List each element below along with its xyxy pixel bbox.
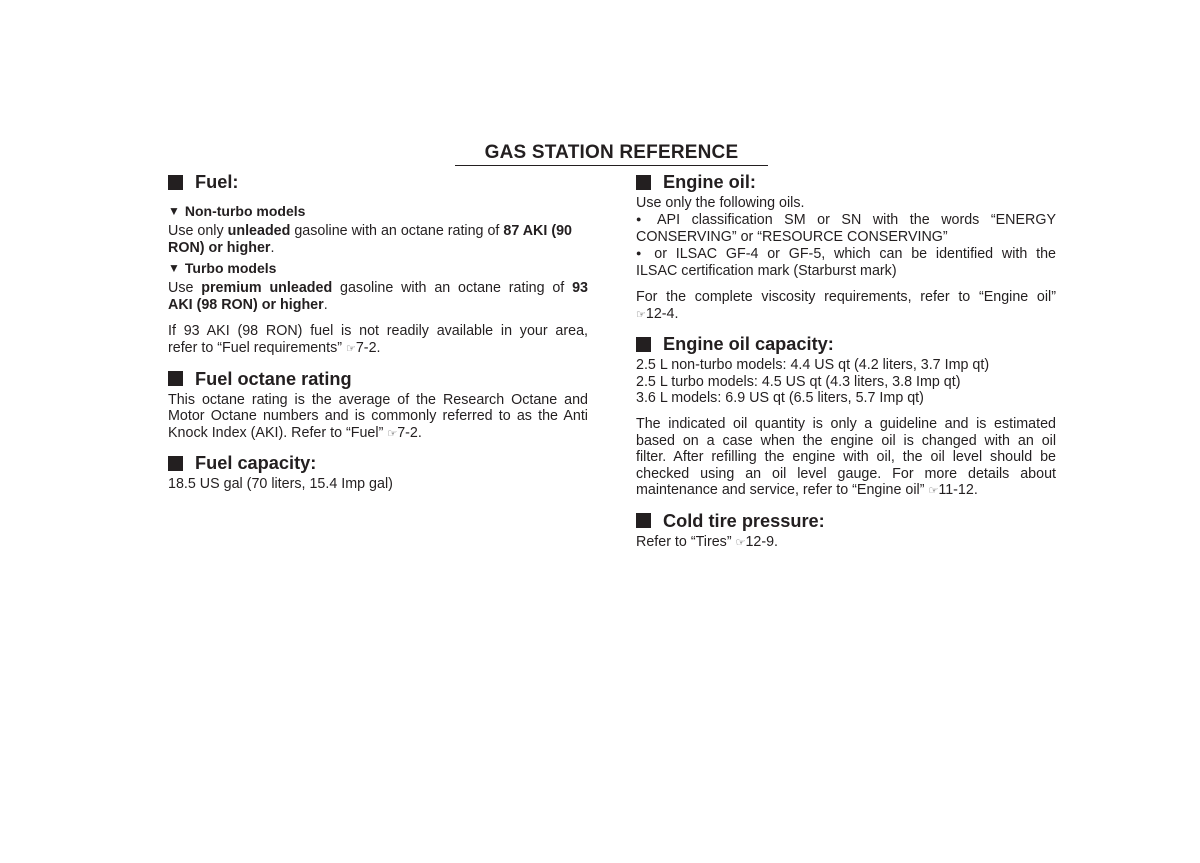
viscosity-ref: 12-4.	[645, 305, 679, 322]
engine-oil-heading-text: Engine oil:	[663, 172, 756, 192]
oil-capacity-list: 2.5 L non-turbo models: 4.4 US qt (4.2 liters, 3.7 Imp qt) 2.5 L turbo models: 4.5 US qt (4.3 liters, 3.8 Imp qt) 3.6 L models: 6.9 US qt (6.5 liters, 5.7 Imp qt)	[636, 357, 990, 407]
octane-text: This octane rating is the average of the Research Octane and Motor Octane numbers and is commonly referred to as the Anti Knock Index (AKI). Refer to “Fuel” ☞7-2.	[168, 391, 588, 441]
engine-oil-bullet-2: ● or ILSAC GF-4 or GF-5, which can be identified with the ILSAC certification mark (Starburst mark)	[636, 245, 1056, 280]
engine-oil-viscosity: For the complete viscosity requirements, refer to “Engine oil” ☞12-4.	[636, 288, 1056, 322]
triangle-down-icon: ▼	[168, 261, 180, 276]
non-turbo-label: Non-turbo models	[184, 203, 306, 219]
turbo-text: Use premium unleaded gasoline with an octane rating of 93 AKI (98 RON) or higher.	[168, 280, 588, 313]
fuel-heading-text: Fuel:	[195, 172, 239, 192]
page-title: GAS STATION REFERENCE	[484, 142, 739, 163]
turbo-subheading	[168, 260, 588, 277]
pointing-hand-icon: ☞	[928, 485, 939, 498]
square-bullet-icon	[168, 175, 183, 190]
square-bullet-icon	[636, 337, 651, 352]
octane-ref: 7-2.	[397, 424, 422, 441]
oil-capacity-note: The indicated oil quantity is only a guideline and is estimated based on a case when the engine oil is changed with an oil filter. After refilling the engine with oil, the oil level should be checked using an oil level gauge. For more details about maintenance and service, refer to “Engine oil” ☞11-12.	[636, 415, 1056, 499]
right-column	[636, 171, 1056, 552]
oil-note-ref: 11-12.	[938, 482, 978, 499]
capacity-text: 18.5 US gal (70 liters, 15.4 Imp gal)	[168, 476, 393, 493]
pointing-hand-icon: ☞	[387, 427, 398, 440]
pointing-hand-icon: ☞	[636, 308, 646, 321]
engine-oil-bullet-1: ● API classification SM or SN with the words “ENERGY CONSERVING” or “RESOURCE CONSERVING”	[636, 211, 1057, 246]
engine-oil-heading	[636, 171, 1056, 193]
octane-heading	[168, 368, 588, 390]
square-bullet-icon	[636, 175, 651, 190]
square-bullet-icon	[636, 513, 651, 528]
tire-heading	[636, 510, 1056, 532]
capacity-heading	[168, 452, 588, 474]
pointing-hand-icon: ☞	[735, 536, 746, 549]
oil-capacity-heading	[636, 333, 1056, 355]
engine-oil-intro: Use only the following oils.	[636, 195, 805, 211]
oil-capacity-heading-text: Engine oil capacity:	[663, 334, 834, 355]
triangle-down-icon: ▼	[168, 204, 180, 218]
tire-text: Refer to “Tires” ☞12-9.	[636, 533, 779, 550]
turbo-label: Turbo models	[184, 260, 277, 277]
dot-bullet-icon: ●	[636, 247, 647, 258]
pointing-hand-icon: ☞	[345, 342, 356, 355]
octane-heading-text: Fuel octane rating	[195, 368, 352, 389]
square-bullet-icon	[168, 456, 183, 471]
fuel-note: If 93 AKI (98 RON) fuel is not readily available in your area, refer to “Fuel requirements” ☞7-2.	[168, 323, 588, 356]
capacity-heading-text: Fuel capacity:	[195, 453, 317, 474]
title-block	[455, 142, 768, 166]
tire-heading-text: Cold tire pressure:	[663, 510, 825, 531]
dot-bullet-icon: ●	[636, 213, 650, 224]
left-column	[168, 171, 588, 493]
fuel-heading	[168, 171, 588, 193]
non-turbo-subheading	[168, 203, 588, 220]
fuel-note-ref: 7-2.	[355, 339, 381, 356]
tire-ref: 12-9.	[745, 533, 779, 550]
non-turbo-text: Use only unleaded gasoline with an octane rating of 87 AKI (90 RON) or higher.	[168, 223, 572, 256]
square-bullet-icon	[168, 371, 183, 386]
